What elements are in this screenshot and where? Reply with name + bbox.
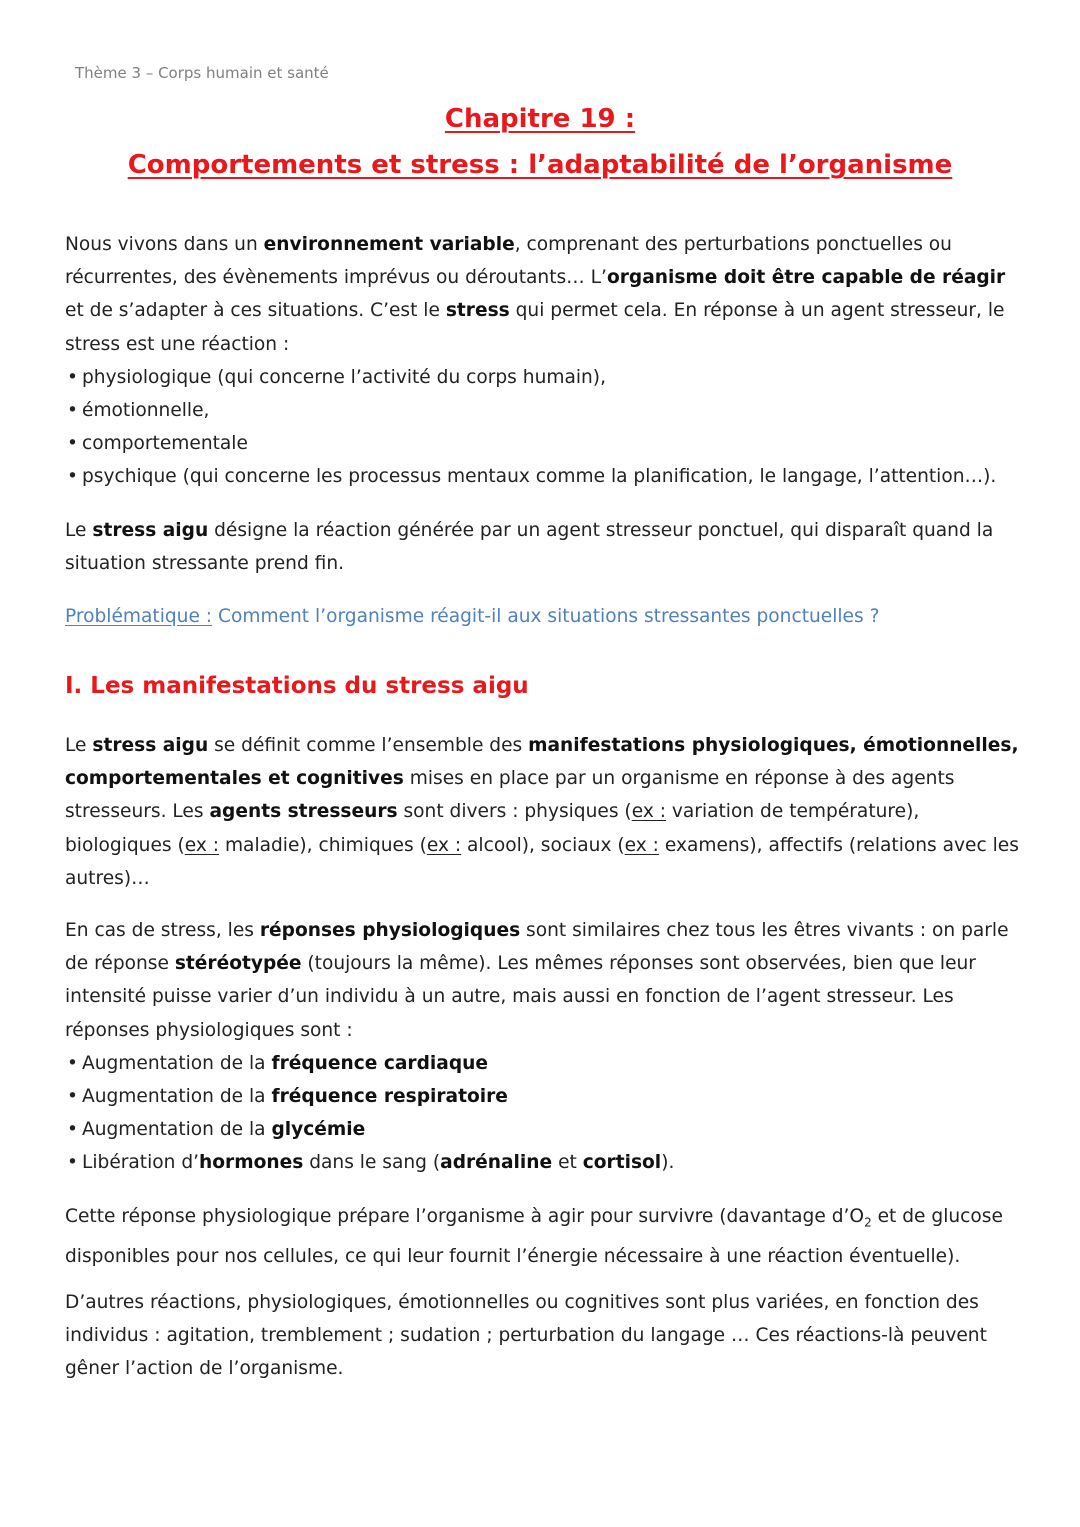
list-item: • psychique (qui concerne les processus mentaux comme la planification, le langage, l’attention…). [65,460,1025,493]
section-paragraph-1: Le stress aigu se définit comme l’ensemble des manifestations physiologiques, émotionnelles, comportementales et cognitives mises en place par un organisme en réponse à des agents stresseurs. Les agents stresseurs sont divers : physiques (ex : variation de température), biologiques (ex : maladie), chimiques (ex : alcool), sociaux (ex : examens), affectifs (relations avec les autres)… [65,735,1019,889]
stress-reaction-list [65,361,1025,494]
list-item: • Augmentation de la glycémie [65,1113,1025,1146]
list-item: • Augmentation de la fréquence respiratoire [65,1080,1025,1113]
physiological-responses-list [65,1047,1025,1180]
intro-paragraph: Nous vivons dans un environnement variable, comprenant des perturbations ponctuelles ou récurrentes, des évènements imprévus ou déroutants… L’organisme doit être capable de réagir et de s’adapter à ces situations. C’est le stress qui permet cela. En réponse à un agent stresseur, le stress est une réaction : • physiologique (qui concerne l’activité du corps humain), • émotionnelle, • comportementale • psychique (qui concerne les processus mentaux comme la planification, le langage, l’attention…). [65,228,1025,494]
list-item: • Libération d’hormones dans le sang (adrénaline et cortisol). [65,1146,1025,1179]
problematique [65,600,1025,633]
header-theme: Thème 3 – Corps humain et santé [75,64,329,82]
section-paragraph-4: D’autres réactions, physiologiques, émotionnelles ou cognitives sont plus variées, en fonction des individus : agitation, tremblement ; sudation ; perturbation du langage … Ces réactions-là peuvent gêner l’action de l’organisme. [65,1292,987,1380]
stress-aigu-definition: Le stress aigu désigne la réaction générée par un agent stresseur ponctuel, qui disparaît quand la situation stressante prend fin. [65,520,994,575]
list-item: • physiologique (qui concerne l’activité du corps humain), [65,361,1025,394]
chapter-title: Comportements et stress : l’adaptabilité de l’organisme [127,150,953,180]
problematique-label: Problématique : [65,606,213,627]
list-item: • comportementale [65,427,1025,460]
list-item: • émotionnelle, [65,394,1025,427]
section-paragraph-2: En cas de stress, les réponses physiologiques sont similaires chez tous les êtres vivants : on parle de réponse stéréotypée (toujours la même). Les mêmes réponses sont observées, bien que leur intensité puisse varier d’un individu à un autre, mais aussi en fonction de l’agent stresseur. Les réponses physiologiques sont : • Augmentation de la fréquence cardiaque • Augmentation de la fréquence respiratoire • Augmentation de la glycémie • Libération d’hormones dans le sang (adrénaline et cortisol). [65,914,1025,1180]
problematique-text: Comment l’organisme réagit-il aux situations stressantes ponctuelles ? [212,606,880,627]
section-paragraph-3: Cette réponse physiologique prépare l’organisme à agir pour survivre (davantage $d’O_2$ et de glucose disponibles pour nos cellules, ce qui leur fournit l’énergie nécessaire à une réaction éventuelle). [65,1206,1003,1267]
list-item: • Augmentation de la fréquence cardiaque [65,1047,1025,1080]
chapter-number-title: Chapitre 19 : [444,104,636,134]
section-title: I. Les manifestations du stress aigu [65,673,529,699]
